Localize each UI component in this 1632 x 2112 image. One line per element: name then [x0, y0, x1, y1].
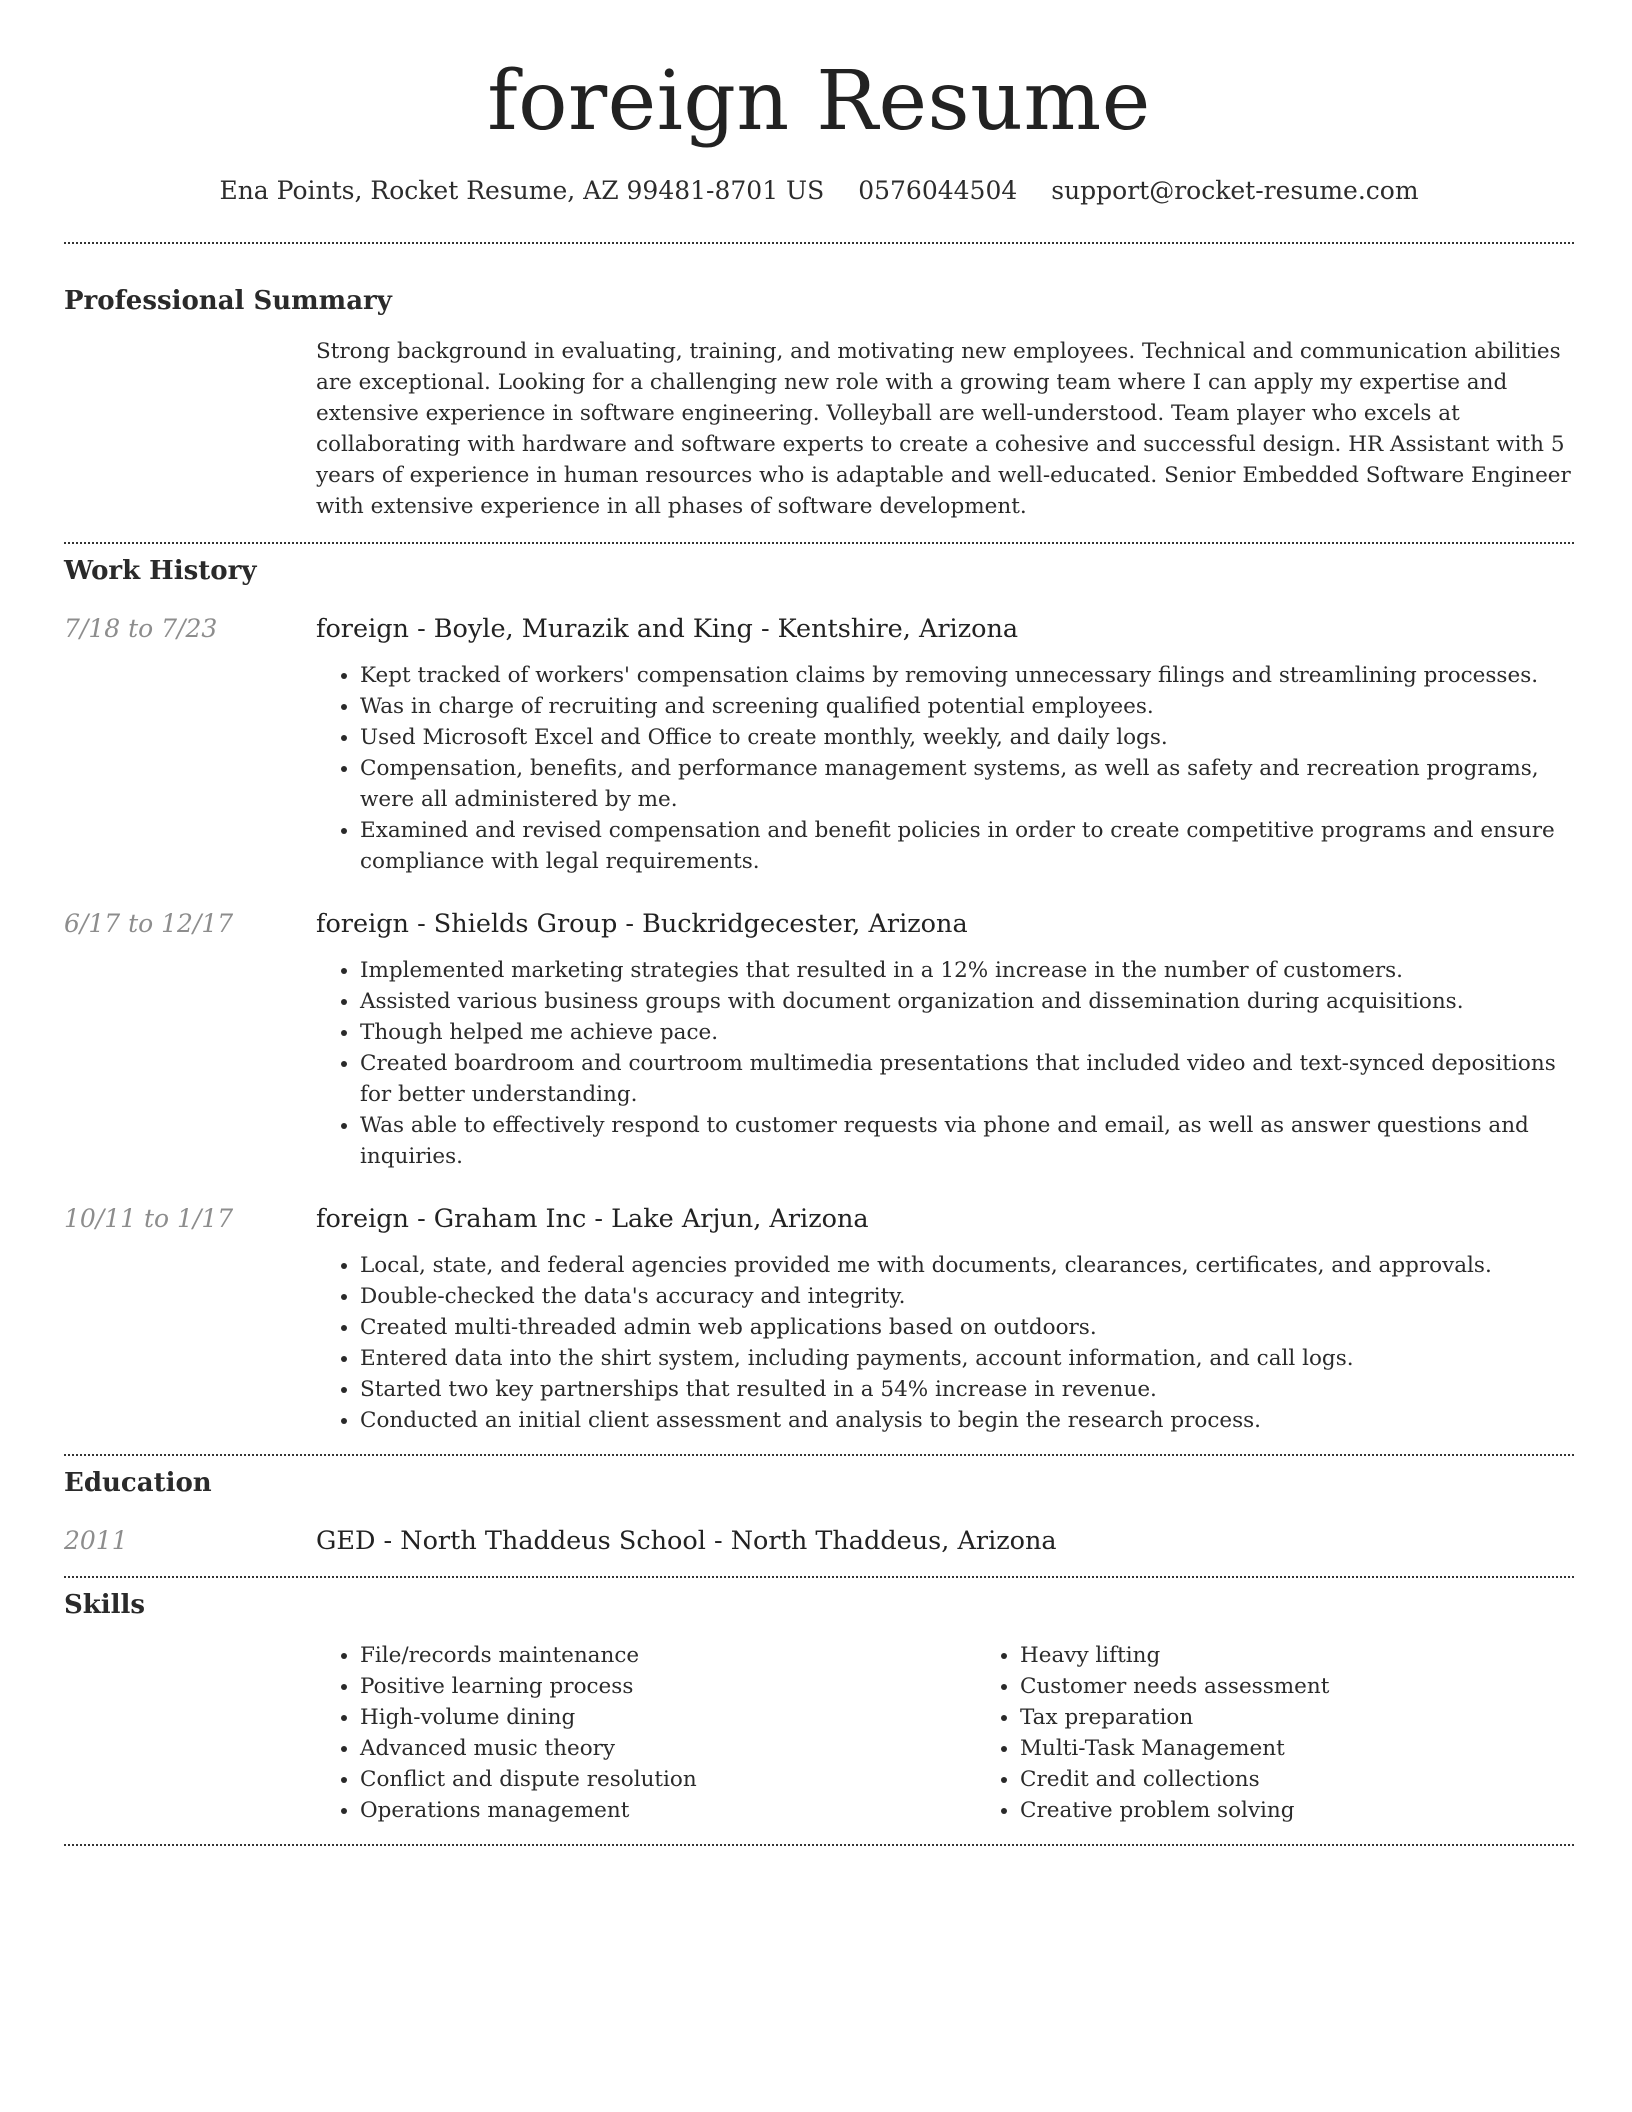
job-bullets — [316, 1250, 1574, 1436]
job-bullet: • Entered data into the shirt system, including payments, account information, and call logs. — [360, 1343, 1574, 1374]
contact-email: support@rocket-resume.com — [1051, 176, 1419, 205]
job-bullet: • Kept tracked of workers' compensation claims by removing unnecessary filings and streamlining processes. — [360, 660, 1574, 691]
job-bullet: • Though helped me achieve pace. — [360, 1017, 1574, 1048]
divider — [64, 542, 1574, 544]
job-bullet: • Started two key partnerships that resulted in a 54% increase in revenue. — [360, 1374, 1574, 1405]
divider — [64, 1844, 1574, 1846]
resume-page — [64, 0, 1574, 1846]
skill-item: • Multi-Task Management — [1020, 1733, 1632, 1764]
job-dates: 10/11 to 1/17 — [64, 1204, 234, 1233]
skill-item: • File/records maintenance — [360, 1640, 976, 1671]
summary-section — [64, 336, 1574, 522]
job-bullet: • Conducted an initial client assessment and analysis to begin the research process. — [360, 1405, 1574, 1436]
skill-item: • Customer needs assessment — [1020, 1671, 1632, 1702]
skills-section — [64, 1640, 1574, 1826]
education-title: GED - North Thaddeus School - North Thaddeus, Arizona — [316, 1526, 1057, 1556]
job-title: foreign - Shields Group - Buckridgecester, Arizona — [316, 909, 968, 939]
skill-item: • Positive learning process — [360, 1671, 976, 1702]
job-dates: 7/18 to 7/23 — [64, 614, 218, 643]
resume-title: foreign Resume — [487, 54, 1151, 149]
job-bullet: • Created multi-threaded admin web applications based on outdoors. — [360, 1312, 1574, 1343]
education-entry — [64, 1524, 1574, 1558]
skill-item: • Credit and collections — [1020, 1764, 1632, 1795]
job-bullet: • Implemented marketing strategies that resulted in a 12% increase in the number of customers. — [360, 955, 1574, 986]
job-entry — [64, 612, 1574, 877]
skill-item: • Tax preparation — [1020, 1702, 1632, 1733]
job-bullet: • Examined and revised compensation and benefit policies in order to create competitive programs and ensure compliance with legal requirements. — [360, 815, 1574, 877]
contact-line — [64, 174, 1574, 208]
job-bullet: • Created boardroom and courtroom multimedia presentations that included video and text-synced depositions for better understanding. — [360, 1048, 1574, 1110]
skill-item: • Conflict and dispute resolution — [360, 1764, 976, 1795]
skill-item: • Creative problem solving — [1020, 1795, 1632, 1826]
job-bullet: • Was able to effectively respond to customer requests via phone and email, as well as answer questions and inquiries. — [360, 1110, 1574, 1172]
contact-address: Ena Points, Rocket Resume, AZ 99481-8701 US — [219, 176, 825, 205]
job-dates: 6/17 to 12/17 — [64, 909, 234, 938]
job-bullet: • Local, state, and federal agencies provided me with documents, clearances, certificates, and approvals. — [360, 1250, 1574, 1281]
summary-text: Strong background in evaluating, training, and motivating new employees. Technical and communication abilities are exceptional. Looking for a challenging new role with a growing team where I can apply my expertise and extensive experience in software engineering. Volleyball are well-understood. Team player who excels at collaborating with hardware and software experts to create a cohesive and successful design. HR Assistant with 5 years of experience in human resources who is adaptable and well-educated. Senior Embedded Software Engineer with extensive experience in all phases of software development. — [316, 339, 1571, 519]
skill-item: • Heavy lifting — [1020, 1640, 1632, 1671]
divider — [64, 242, 1574, 244]
education-heading: Education — [64, 1468, 212, 1498]
divider — [64, 1576, 1574, 1578]
job-entry — [64, 907, 1574, 1172]
education-year: 2011 — [64, 1526, 128, 1555]
job-bullet: • Compensation, benefits, and performance management systems, as well as safety and recreation programs, were all administered by me. — [360, 753, 1574, 815]
job-bullet: • Double-checked the data's accuracy and integrity. — [360, 1281, 1574, 1312]
work-history-heading: Work History — [64, 556, 257, 586]
job-title: foreign - Graham Inc - Lake Arjun, Arizona — [316, 1204, 869, 1234]
job-bullet: • Was in charge of recruiting and screening qualified potential employees. — [360, 691, 1574, 722]
summary-heading: Professional Summary — [64, 286, 392, 316]
job-bullets — [316, 660, 1574, 877]
skill-item: • Advanced music theory — [360, 1733, 976, 1764]
job-bullets — [316, 955, 1574, 1172]
job-bullet: • Assisted various business groups with document organization and dissemination during acquisitions. — [360, 986, 1574, 1017]
job-entry — [64, 1202, 1574, 1436]
contact-phone: 0576044504 — [858, 176, 1018, 205]
job-title: foreign - Boyle, Murazik and King - Kentshire, Arizona — [316, 614, 1019, 644]
skills-list-left — [316, 1640, 976, 1826]
skills-heading: Skills — [64, 1590, 146, 1620]
skill-item: • Operations management — [360, 1795, 976, 1826]
divider — [64, 1454, 1574, 1456]
job-bullet: • Used Microsoft Excel and Office to create monthly, weekly, and daily logs. — [360, 722, 1574, 753]
skills-list-right — [976, 1640, 1632, 1826]
skill-item: • High-volume dining — [360, 1702, 976, 1733]
